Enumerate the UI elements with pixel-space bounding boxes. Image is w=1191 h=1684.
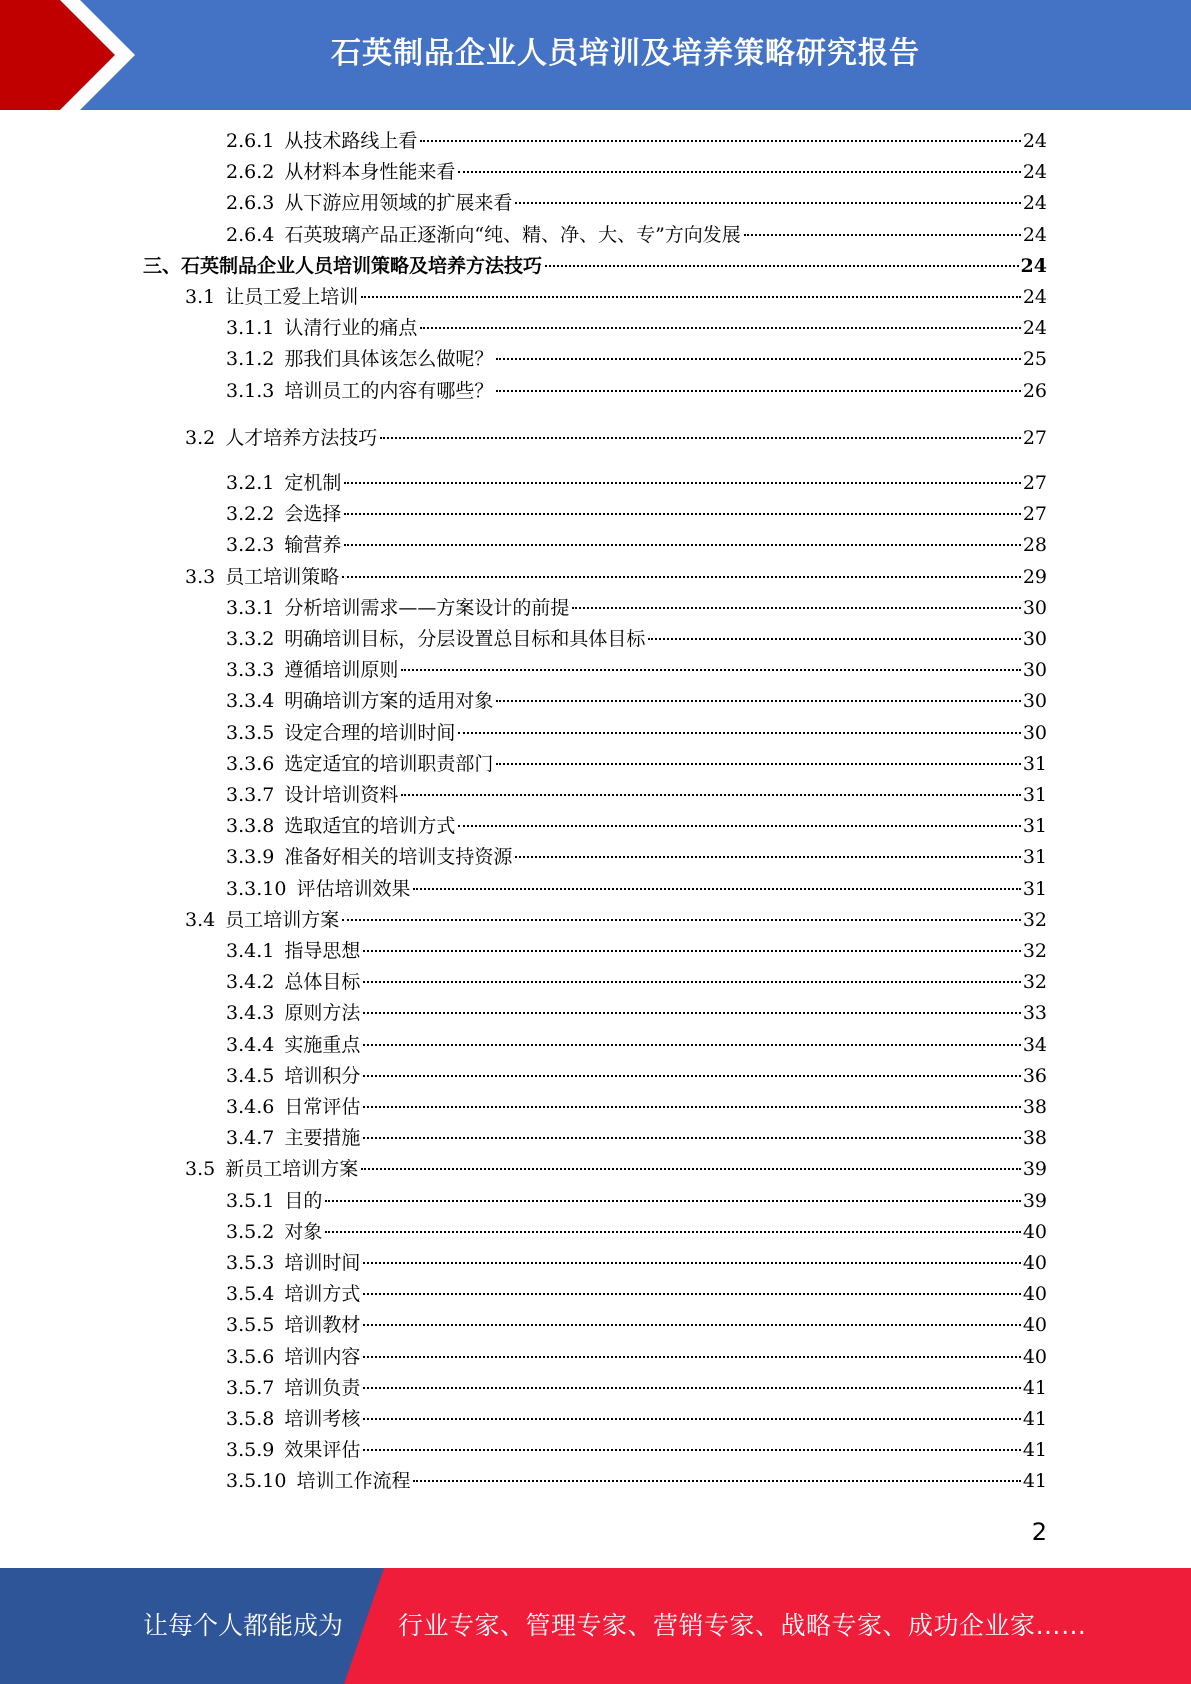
toc-entry-title: 员工培训策略 [225, 565, 340, 588]
toc-entry[interactable] [226, 782, 1047, 808]
toc-entry[interactable] [226, 159, 1047, 185]
toc-entry-title: 认清行业的痛点 [284, 317, 418, 340]
toc-dot-leader [380, 437, 1021, 439]
toc-entry-number: 3.5.10 [226, 1470, 287, 1493]
toc-entry-title: 会选择 [284, 503, 342, 526]
toc-entry[interactable] [226, 190, 1047, 216]
toc-entry-page: 40 [1022, 1345, 1047, 1368]
toc-entry-page: 40 [1022, 1283, 1047, 1306]
toc-entry-page: 24 [1022, 317, 1047, 340]
toc-entry[interactable] [185, 284, 1047, 310]
toc-entry-title: 培训考核 [284, 1408, 361, 1430]
toc-entry-number: 3.1.3 [226, 379, 275, 402]
toc-dot-leader [363, 1137, 1020, 1139]
toc-entry-number: 3.2.1 [226, 472, 275, 494]
toc-entry-page: 41 [1022, 1470, 1047, 1493]
toc-dot-leader [413, 888, 1020, 890]
toc-entry[interactable] [226, 1250, 1047, 1276]
toc-entry[interactable] [226, 1437, 1047, 1463]
toc-entry-page: 34 [1022, 1033, 1047, 1056]
toc-dot-leader [363, 1418, 1020, 1420]
toc-entry-page: 33 [1022, 1002, 1047, 1025]
toc-entry-number: 3.1 [185, 286, 216, 308]
toc-entry[interactable] [226, 876, 1047, 902]
toc-entry-title: 新员工培训方案 [225, 1158, 359, 1181]
toc-entry-number: 3.4.2 [226, 971, 275, 994]
toc-dot-leader [744, 234, 1021, 236]
toc-entry-number: 3.5.6 [226, 1345, 275, 1368]
toc-entry-page: 29 [1022, 565, 1047, 588]
toc-dot-leader [648, 638, 1020, 640]
toc-entry-number: 3.4 [185, 908, 216, 931]
toc-entry-number: 3.5.7 [226, 1376, 275, 1399]
toc-entry-page: 40 [1022, 1220, 1047, 1243]
toc-entry[interactable] [226, 1032, 1047, 1058]
toc-dot-leader [344, 513, 1020, 515]
toc-entry-page: 24 [1022, 130, 1047, 152]
toc-entry-number: 3.3.8 [226, 815, 275, 838]
toc-entry-number: 3.3.2 [226, 628, 275, 650]
toc-entry-title: 对象 [284, 1220, 323, 1243]
toc-dot-leader [363, 1044, 1020, 1046]
toc-entry-title: 培训时间 [284, 1252, 361, 1274]
toc-entry[interactable] [226, 969, 1047, 995]
page-header [0, 0, 1191, 110]
toc-entry-page: 41 [1022, 1408, 1047, 1430]
toc-entry-page: 28 [1022, 534, 1047, 557]
toc-entry-title: 选定适宜的培训职责部门 [284, 752, 494, 775]
toc-entry-title: 培训员工的内容有哪些？ [284, 379, 494, 402]
toc-entry[interactable] [226, 1468, 1047, 1494]
toc-entry-title: 选取适宜的培训方式 [284, 815, 456, 838]
toc-entry[interactable] [226, 1375, 1047, 1401]
toc-entry-page: 30 [1022, 690, 1047, 713]
toc-dot-leader [572, 607, 1020, 609]
toc-entry-page: 31 [1022, 784, 1047, 806]
toc-entry[interactable] [226, 1281, 1047, 1307]
toc-dot-leader [363, 1293, 1020, 1295]
toc-entry-number: 3.5.9 [226, 1439, 275, 1462]
toc-dot-leader [342, 576, 1021, 578]
toc-entry-title: 定机制 [284, 472, 342, 494]
toc-entry-page: 27 [1022, 503, 1047, 526]
toc-dot-leader [325, 1200, 1020, 1202]
toc-entry-number: 3.3.3 [226, 659, 275, 682]
toc-entry-page: 24 [1020, 254, 1047, 277]
toc-dot-leader [325, 1231, 1020, 1233]
toc-entry-page: 40 [1022, 1314, 1047, 1337]
toc-entry-title: 从技术路线上看 [284, 130, 418, 152]
toc-entry-title: 日常评估 [284, 1096, 361, 1118]
toc-entry[interactable] [226, 626, 1047, 652]
toc-entry-title: 培训积分 [284, 1064, 361, 1087]
toc-entry[interactable] [226, 938, 1047, 964]
toc-entry-page: 41 [1022, 1439, 1047, 1462]
toc-entry-number: 3.5.8 [226, 1408, 275, 1430]
toc-entry-page: 25 [1022, 348, 1047, 371]
toc-entry-page: 32 [1022, 908, 1047, 931]
toc-entry-title: 评估培训效果 [296, 877, 411, 900]
toc-entry-page: 32 [1022, 940, 1047, 962]
toc-entry-number: 3.3.6 [226, 752, 275, 775]
toc-dot-leader [458, 825, 1020, 827]
toc-entry-page: 30 [1022, 596, 1047, 619]
toc-entry[interactable] [226, 315, 1047, 341]
toc-entry-number: 3.3.9 [226, 846, 275, 869]
toc-entry-page: 39 [1022, 1189, 1047, 1212]
toc-entry[interactable] [226, 1000, 1047, 1026]
toc-dot-leader [496, 763, 1020, 765]
toc-entry-page: 32 [1022, 971, 1047, 994]
toc-entry-number: 3.3.7 [226, 784, 275, 806]
toc-dot-leader [420, 140, 1020, 142]
toc-entry-number: 3.5.2 [226, 1220, 275, 1243]
toc-entry[interactable] [143, 253, 1047, 279]
toc-dot-leader [496, 390, 1020, 392]
toc-entry-number: 3.5 [185, 1158, 216, 1181]
toc-entry[interactable] [226, 1063, 1047, 1089]
footer-slogan-left: 让每个人都能成为 [143, 1611, 344, 1640]
toc-entry-title: 培训内容 [284, 1345, 361, 1368]
toc-entry-number: 3.1.1 [226, 317, 275, 340]
toc-entry-page: 24 [1022, 223, 1047, 246]
toc-entry-title: 员工培训方案 [225, 908, 340, 931]
toc-entry-title: 明确培训方案的适用对象 [284, 690, 494, 713]
toc-dot-leader [363, 950, 1020, 952]
toc-dot-leader [361, 1168, 1021, 1170]
toc-entry-title: 主要措施 [284, 1127, 361, 1150]
toc-dot-leader [515, 856, 1020, 858]
toc-entry-page: 24 [1022, 192, 1047, 215]
toc-dot-leader [420, 327, 1020, 329]
toc-entry-number: 3.1.2 [226, 348, 275, 371]
toc-entry[interactable] [226, 595, 1047, 621]
toc-entry-page: 31 [1022, 846, 1047, 869]
toc-dot-leader [342, 919, 1021, 921]
toc-dot-leader [401, 794, 1020, 796]
toc-entry[interactable] [226, 844, 1047, 870]
toc-entry-title: 培训工作流程 [296, 1470, 411, 1493]
toc-entry[interactable] [226, 688, 1047, 714]
toc-entry-title: 设定合理的培训时间 [284, 721, 456, 744]
toc-entry[interactable] [226, 813, 1047, 839]
toc-dot-leader [458, 171, 1020, 173]
toc-entry-number: 3.5.4 [226, 1283, 275, 1306]
toc-dot-leader [344, 482, 1020, 484]
toc-entry-title: 从下游应用领域的扩展来看 [284, 192, 513, 215]
toc-entry-title: 三、石英制品企业人员培训策略及培养方法技巧 [143, 254, 543, 277]
toc-dot-leader [363, 1075, 1020, 1077]
toc-dot-leader [458, 732, 1020, 734]
toc-entry[interactable] [226, 346, 1047, 372]
toc-entry-number: 2.6.4 [226, 223, 275, 246]
page-number: 2 [1031, 1518, 1047, 1546]
toc-entry-title: 设计培训资料 [284, 784, 399, 806]
toc-entry[interactable] [226, 222, 1047, 248]
toc-dot-leader [363, 1324, 1020, 1326]
toc-entry-title: 指导思想 [284, 940, 361, 962]
toc-entry-number: 3.4.6 [226, 1096, 275, 1118]
toc-entry-number: 2.6.3 [226, 192, 275, 215]
toc-entry-number: 3.3.1 [226, 596, 275, 619]
toc-entry[interactable] [226, 470, 1047, 496]
toc-entry-title: 培训方式 [284, 1283, 361, 1306]
toc-entry-page: 24 [1022, 161, 1047, 184]
toc-entry-page: 39 [1022, 1158, 1047, 1181]
toc-entry-page: 27 [1022, 472, 1047, 494]
toc-entry-title: 石英玻璃产品正逐渐向“纯、精、净、大、专”方向发展 [284, 223, 741, 246]
toc-entry-title: 那我们具体该怎么做呢？ [284, 348, 494, 371]
toc-entry[interactable] [226, 1125, 1047, 1151]
toc-entry-number: 3.4.5 [226, 1064, 275, 1087]
toc-entry-page: 36 [1022, 1064, 1047, 1087]
toc-entry-number: 3.5.1 [226, 1189, 275, 1212]
toc-entry-page: 40 [1022, 1252, 1047, 1274]
toc-entry-number: 3.5.5 [226, 1314, 275, 1337]
toc-dot-leader [363, 1387, 1020, 1389]
toc-entry-page: 24 [1022, 286, 1047, 308]
toc-entry[interactable] [226, 1094, 1047, 1120]
page-footer [0, 1568, 1191, 1684]
toc-entry-title: 明确培训目标，分层设置总目标和具体目标 [284, 628, 646, 650]
toc-entry-title: 遵循培训原则 [284, 659, 399, 682]
toc-entry[interactable] [226, 720, 1047, 746]
header-title: 石英制品企业人员培训及培养策略研究报告 [331, 36, 920, 71]
toc-entry[interactable] [226, 532, 1047, 558]
toc-entry[interactable] [226, 1188, 1047, 1214]
toc-entry-number: 3.2.3 [226, 534, 275, 557]
toc-dot-leader [363, 1356, 1020, 1358]
toc-entry-page: 30 [1022, 628, 1047, 650]
toc-entry-title: 目的 [284, 1189, 323, 1212]
toc-entry[interactable] [226, 501, 1047, 527]
toc-entry[interactable] [226, 128, 1047, 154]
toc-entry[interactable] [226, 657, 1047, 683]
toc-dot-leader [545, 265, 1019, 267]
toc-dot-leader [361, 296, 1021, 298]
toc-entry-title: 分析培训需求——方案设计的前提 [284, 596, 570, 619]
toc-entry-title: 让员工爱上培训 [225, 286, 359, 308]
toc-entry-number: 3.4.3 [226, 1002, 275, 1025]
toc-entry-number: 3.4.7 [226, 1127, 275, 1150]
toc-entry-title: 总体目标 [284, 971, 361, 994]
toc-entry[interactable] [185, 564, 1047, 590]
toc-entry-page: 27 [1022, 426, 1047, 449]
toc-entry-page: 31 [1022, 877, 1047, 900]
toc-entry-page: 41 [1022, 1376, 1047, 1399]
toc-entry[interactable] [185, 1156, 1047, 1182]
toc-entry-title: 从材料本身性能来看 [284, 161, 456, 184]
toc-entry[interactable] [226, 378, 1047, 404]
toc-entry-title: 原则方法 [284, 1002, 361, 1025]
toc-entry-title: 输营养 [284, 534, 342, 557]
toc-entry-number: 2.6.1 [226, 130, 275, 152]
toc-entry-number: 3.4.1 [226, 940, 275, 962]
toc-entry-number: 3.2.2 [226, 503, 275, 526]
toc-entry-page: 38 [1022, 1127, 1047, 1150]
toc-entry[interactable] [185, 907, 1047, 933]
toc-entry[interactable] [226, 1406, 1047, 1432]
toc-entry-number: 2.6.2 [226, 161, 275, 184]
toc-entry-title: 培训负责 [284, 1376, 361, 1399]
toc-entry-page: 31 [1022, 815, 1047, 838]
toc-entry-number: 3.3.5 [226, 721, 275, 744]
toc-entry-page: 30 [1022, 721, 1047, 744]
toc-entry-number: 3.5.3 [226, 1252, 275, 1274]
toc-entry-number: 3.3.4 [226, 690, 275, 713]
toc-dot-leader [363, 1012, 1020, 1014]
toc-dot-leader [344, 544, 1020, 546]
toc-entry-title: 效果评估 [284, 1439, 361, 1462]
toc-dot-leader [401, 669, 1020, 671]
toc-entry-title: 培训教材 [284, 1314, 361, 1337]
toc-entry[interactable] [226, 1344, 1047, 1370]
toc-entry-title: 人才培养方法技巧 [225, 426, 378, 449]
toc-entry-title: 实施重点 [284, 1033, 361, 1056]
toc-entry[interactable] [185, 425, 1047, 451]
toc-entry-page: 31 [1022, 752, 1047, 775]
toc-dot-leader [413, 1480, 1020, 1482]
toc-entry-number: 3.4.4 [226, 1033, 275, 1056]
toc-entry-title: 准备好相关的培训支持资源 [284, 846, 513, 869]
toc-entry[interactable] [226, 751, 1047, 777]
toc-entry-page: 30 [1022, 659, 1047, 682]
toc-entry-number: 3.3.10 [226, 877, 287, 900]
toc-dot-leader [496, 358, 1020, 360]
toc-dot-leader [363, 981, 1020, 983]
toc-entry-page: 38 [1022, 1096, 1047, 1118]
toc-entry[interactable] [226, 1219, 1047, 1245]
toc-entry-page: 26 [1022, 379, 1047, 402]
toc-dot-leader [363, 1262, 1020, 1264]
toc-dot-leader [496, 700, 1020, 702]
toc-entry-number: 3.3 [185, 565, 216, 588]
toc-entry-number: 3.2 [185, 426, 216, 449]
toc-dot-leader [363, 1106, 1020, 1108]
toc-dot-leader [363, 1449, 1020, 1451]
toc-entry[interactable] [226, 1312, 1047, 1338]
footer-slogan-right: 行业专家、管理专家、营销专家、战略专家、成功企业家…… [398, 1611, 1087, 1640]
toc-dot-leader [515, 202, 1020, 204]
